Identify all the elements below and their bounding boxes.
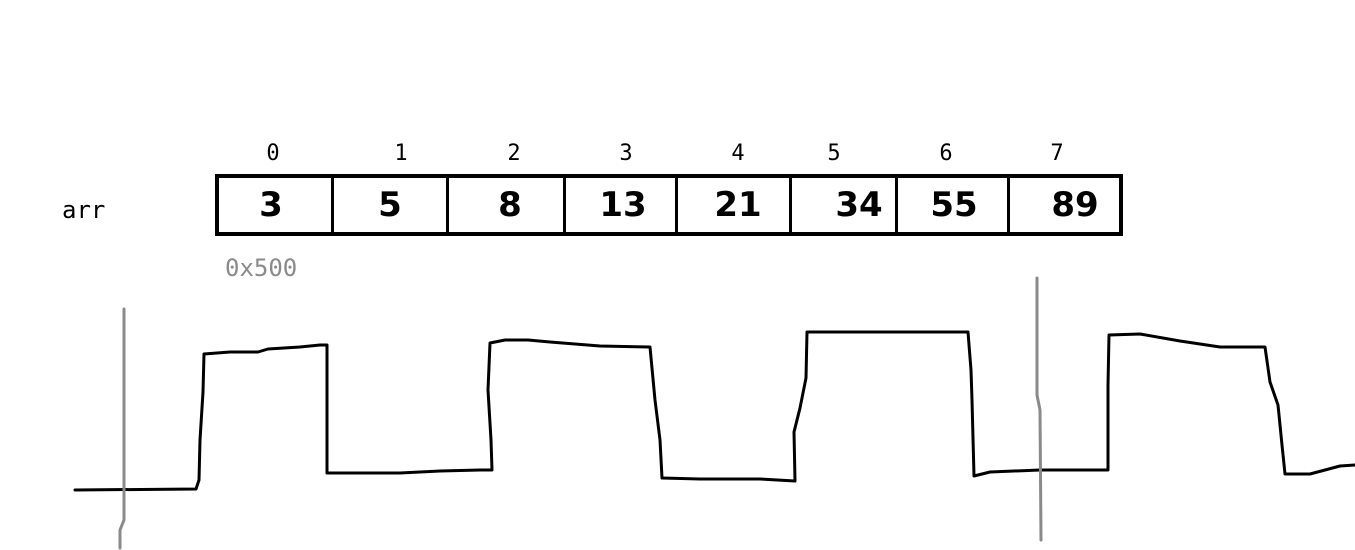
cell-value-3: 13 xyxy=(599,185,647,225)
square-wave-line xyxy=(75,332,1355,490)
index-label-1: 1 xyxy=(394,141,408,166)
cell-value-4: 21 xyxy=(714,185,762,225)
array-variable-name: arr xyxy=(62,196,106,224)
index-label-4: 4 xyxy=(731,141,745,166)
cell-value-1: 5 xyxy=(378,185,402,225)
cell-value-2: 8 xyxy=(498,185,522,225)
index-label-7: 7 xyxy=(1050,141,1064,166)
index-label-0: 0 xyxy=(266,141,280,166)
index-label-6: 6 xyxy=(939,141,953,166)
pointer-line-right xyxy=(1037,278,1041,540)
index-label-5: 5 xyxy=(827,141,841,166)
cell-value-7: 89 xyxy=(1051,185,1099,225)
cell-value-0: 3 xyxy=(259,185,283,225)
pointer-line-left xyxy=(120,309,124,548)
index-label-2: 2 xyxy=(507,141,521,166)
base-address-label: 0x500 xyxy=(225,254,298,282)
cell-value-5: 34 xyxy=(835,185,883,225)
cell-value-6: 55 xyxy=(930,185,978,225)
index-label-3: 3 xyxy=(619,141,633,166)
